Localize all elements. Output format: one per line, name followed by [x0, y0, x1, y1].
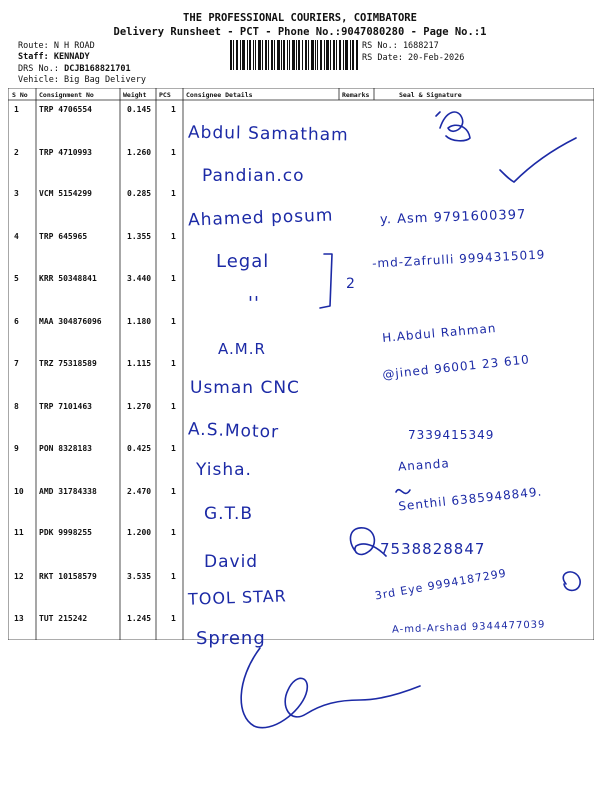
rs-date: RS Date: 20-Feb-2026 — [362, 53, 465, 63]
barcode — [230, 40, 358, 70]
consignee-handwritten: Pandian.co — [202, 166, 305, 186]
consignee-handwritten: Spreng — [196, 628, 266, 649]
consignee-handwritten: G.T.B — [204, 504, 254, 524]
row-sno: 9 — [14, 444, 19, 453]
row-weight: 1.260 — [127, 148, 152, 157]
row-consignment-no: TUT 215242 — [39, 614, 88, 623]
consignee-handwritten: Legal — [216, 251, 270, 272]
row-sno: 10 — [14, 487, 24, 496]
col-header-consignee: Consignee Details — [186, 91, 253, 99]
consignee-handwritten: Usman CNC — [190, 378, 300, 398]
col-header-sno: S No — [12, 91, 28, 99]
consignee-handwritten: A.S.Motor — [187, 419, 280, 443]
row-pcs: 1 — [171, 359, 176, 368]
row-sno: 7 — [14, 359, 19, 368]
row-consignment-no: RKT 10158579 — [39, 572, 97, 581]
drs-label: DRS No.: — [18, 64, 59, 74]
row-sno: 1 — [14, 105, 19, 114]
row-pcs: 1 — [171, 572, 176, 581]
row-pcs: 1 — [171, 487, 176, 496]
col-header-seal: Seal & Signature — [399, 91, 462, 99]
route-label: Route: N H ROAD — [18, 41, 95, 51]
consignee-handwritten: Abdul Samatham — [187, 122, 349, 146]
row-weight: 1.200 — [127, 528, 152, 537]
row-pcs: 1 — [171, 444, 176, 453]
remarks-handwritten: 2 — [346, 276, 356, 292]
row-weight: 1.270 — [127, 402, 152, 411]
row-pcs: 1 — [171, 274, 176, 283]
seal-signature-handwritten: H.Abdul Rahman — [381, 321, 497, 345]
row-weight: 0.145 — [127, 105, 152, 114]
row-pcs: 1 — [171, 614, 176, 623]
row-sno: 2 — [14, 148, 19, 157]
row-weight: 2.470 — [127, 487, 152, 496]
seal-signature-handwritten: A-md-Arshad 9344477039 — [391, 619, 546, 636]
drs-number: DCJB168821701 — [64, 64, 131, 74]
staff-name: KENNADY — [53, 52, 90, 62]
row-sno: 12 — [14, 572, 24, 581]
seal-signature-handwritten: 7339415349 — [408, 428, 495, 442]
signature-scribble — [241, 648, 420, 728]
row-pcs: 1 — [171, 232, 176, 241]
col-header-weight: Weight — [123, 91, 147, 99]
company-title: THE PROFESSIONAL COURIERS, COIMBATORE — [183, 12, 417, 24]
row-consignment-no: TRP 645965 — [39, 232, 88, 241]
col-header-remarks: Remarks — [342, 91, 370, 99]
row-sno: 3 — [14, 189, 19, 198]
row-weight: 1.115 — [127, 359, 152, 368]
row-consignment-no: VCM 5154299 — [39, 189, 92, 198]
row-consignment-no: PDK 9998255 — [39, 528, 92, 537]
row-weight: 0.425 — [127, 444, 152, 453]
row-weight: 0.285 — [127, 189, 152, 198]
seal-signature-handwritten: y. Asm 9791600397 — [379, 207, 527, 228]
row-consignment-no: TRP 4706554 — [39, 105, 92, 114]
seal-signature-handwritten: 3rd Eye 9994187299 — [373, 566, 508, 603]
consignee-handwritten: '' — [248, 293, 260, 314]
row-consignment-no: PON 8328183 — [39, 444, 92, 453]
row-consignment-no: TRZ 75318589 — [39, 359, 97, 368]
staff-line — [18, 52, 90, 62]
staff-label: Staff: — [18, 52, 49, 62]
row-pcs: 1 — [171, 105, 176, 114]
runsheet-subtitle: Delivery Runsheet - PCT - Phone No.:9047080280 - Page No.:1 — [113, 26, 487, 38]
row-sno: 6 — [14, 317, 19, 326]
seal-signature-handwritten: Senthil 6385948849. — [397, 484, 543, 514]
row-pcs: 1 — [171, 189, 176, 198]
row-weight: 3.440 — [127, 274, 152, 283]
consignee-handwritten: Ahamed posum — [187, 205, 334, 231]
seal-signature-handwritten: -md-Zafrulli 9994315019 — [371, 247, 546, 271]
row-consignment-no: MAA 304876096 — [39, 317, 102, 326]
row-weight: 1.355 — [127, 232, 152, 241]
row-pcs: 1 — [171, 148, 176, 157]
row-consignment-no: TRP 4710993 — [39, 148, 92, 157]
consignee-handwritten: Yisha. — [196, 460, 252, 480]
row-pcs: 1 — [171, 402, 176, 411]
row-pcs: 1 — [171, 317, 176, 326]
row-weight: 1.180 — [127, 317, 152, 326]
row-pcs: 1 — [171, 528, 176, 537]
row-sno: 13 — [14, 614, 24, 623]
row-sno: 11 — [14, 528, 24, 537]
row-consignment-no: AMD 31784338 — [39, 487, 97, 496]
row-consignment-no: TRP 7101463 — [39, 402, 92, 411]
drs-line — [18, 64, 131, 74]
vehicle-label: Vehicle: Big Bag Delivery — [18, 75, 146, 85]
row-sno: 5 — [14, 274, 19, 283]
row-sno: 8 — [14, 402, 19, 411]
row-weight: 1.245 — [127, 614, 152, 623]
rs-number: RS No.: 1688217 — [362, 41, 439, 51]
seal-signature-handwritten: @jined 96001 23 610 — [381, 352, 531, 382]
seal-signature-handwritten: 7538828847 — [380, 540, 486, 558]
row-weight: 3.535 — [127, 572, 152, 581]
consignee-handwritten: TOOL STAR — [187, 586, 288, 609]
col-header-consignment: Consignment No — [39, 91, 94, 99]
consignee-handwritten: David — [204, 552, 259, 572]
consignee-handwritten: A.M.R — [218, 340, 266, 358]
seal-signature-handwritten: Ananda — [397, 456, 451, 474]
col-header-pcs: PCS — [159, 91, 171, 99]
row-consignment-no: KRR 50348841 — [39, 274, 97, 283]
row-sno: 4 — [14, 232, 19, 241]
